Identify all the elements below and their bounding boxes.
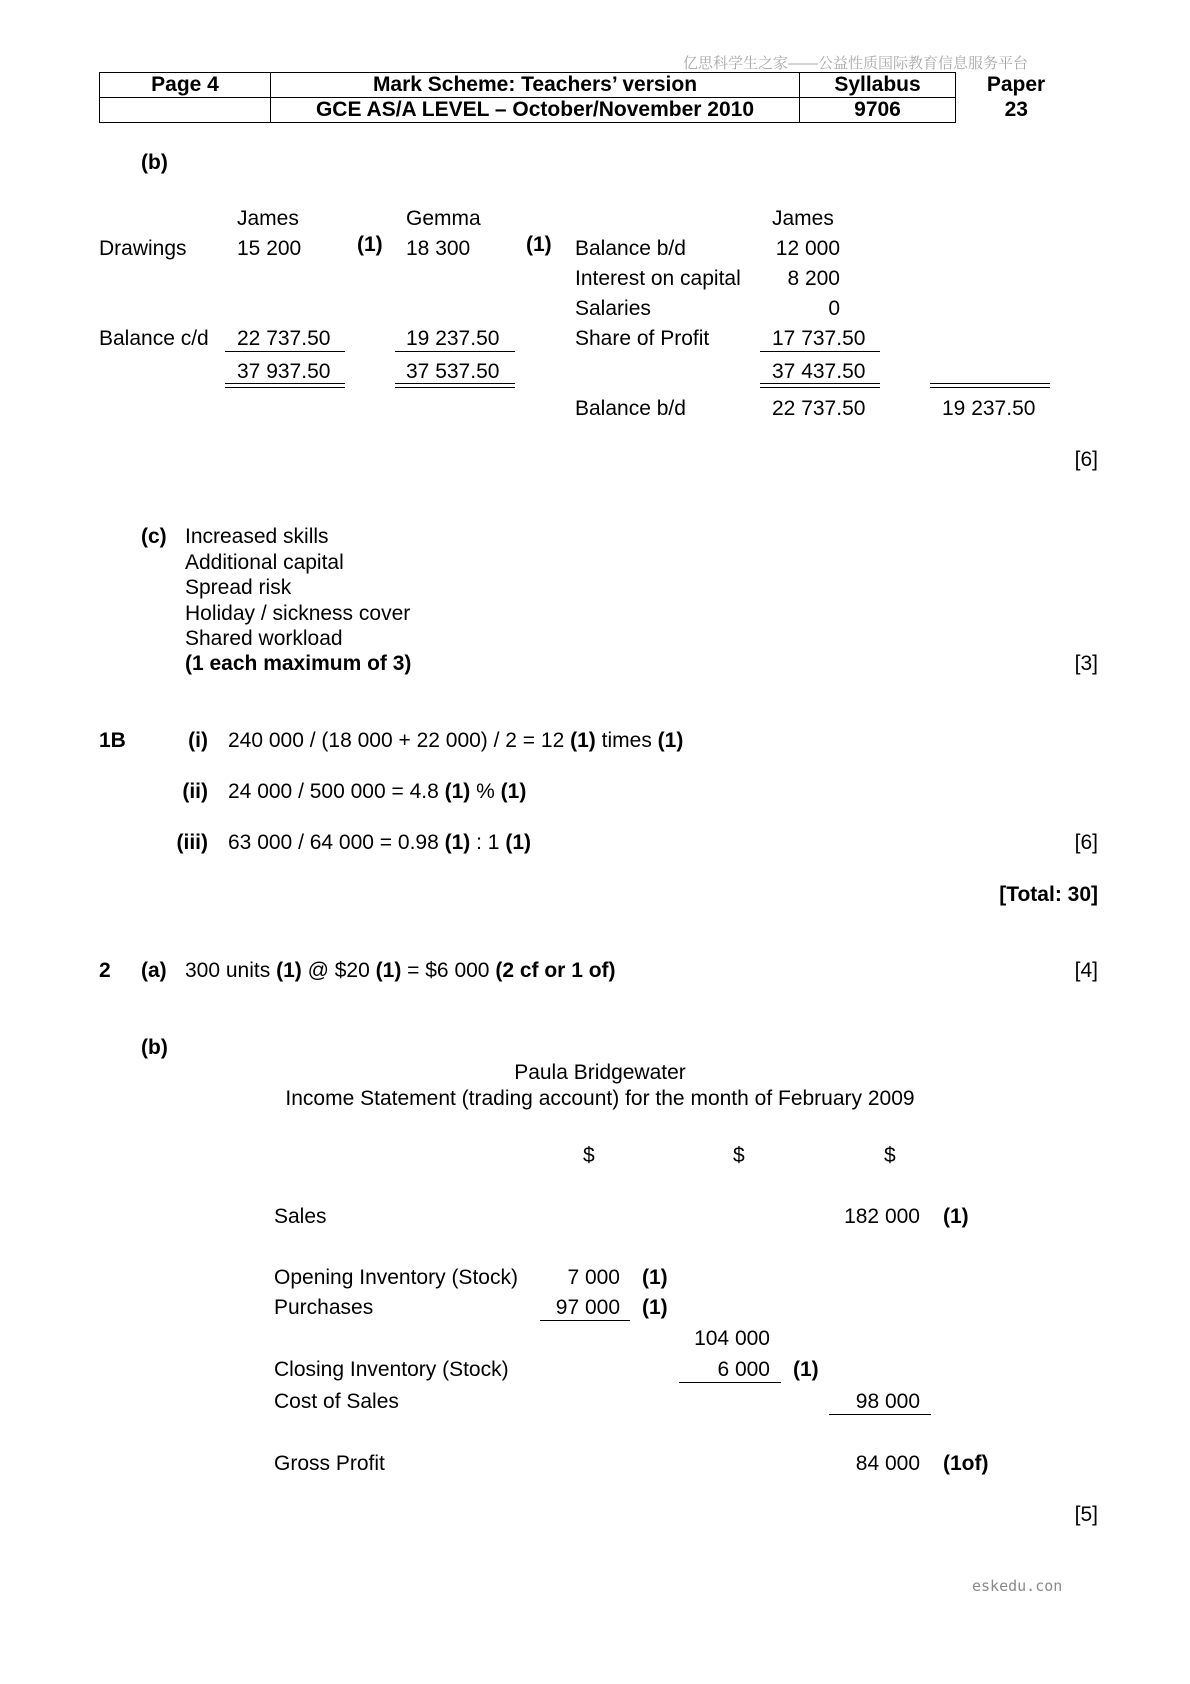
header-paper-label: Paper: [986, 73, 1046, 96]
q2b-statement-title: Income Statement (trading account) for the month of February 2009: [285, 1087, 915, 1110]
drawings-james-mark: (1): [357, 233, 383, 256]
cost-of-sales-value: 98 000: [855, 1390, 920, 1413]
part-b-label: (b): [141, 151, 168, 174]
q1b-iii-mark1: (1): [444, 831, 471, 854]
q1b-label: 1B: [99, 729, 126, 752]
q1b-i-line: [228, 729, 683, 753]
q2a-line: [185, 959, 616, 983]
q1b-ii-line: [228, 780, 526, 804]
sales-mark: (1): [943, 1205, 969, 1228]
col-gemma-header: Gemma: [406, 207, 481, 230]
q2-label: 2: [99, 959, 111, 982]
drawings-james: 15 200: [237, 237, 302, 260]
q1b-iii-mark2: (1): [505, 831, 532, 854]
q1-total: [Total: 30]: [999, 883, 1098, 906]
q2b-marks: [5]: [1074, 1503, 1098, 1526]
header-paper-value: 23: [1004, 98, 1028, 121]
opening-inventory-label: Opening Inventory (Stock): [274, 1266, 518, 1289]
double-underline-right-gemma: [930, 383, 1050, 388]
q1b-iii-text2: : 1: [476, 831, 500, 854]
balance-bd-james: 12 000: [775, 237, 840, 260]
purchases-label: Purchases: [274, 1296, 374, 1319]
q1b-iii-line: [228, 831, 531, 855]
share-profit-label: Share of Profit: [575, 327, 710, 350]
balance-bd2-gemma: 19 237.50: [942, 397, 1036, 420]
col-james-header: James: [237, 207, 299, 230]
subtotal-value: 104 000: [694, 1327, 770, 1350]
q1b-marks: [6]: [1074, 831, 1098, 854]
drawings-gemma: 18 300: [406, 237, 471, 260]
share-profit-james: 17 737.50: [772, 327, 866, 350]
salaries-james: 0: [828, 297, 840, 320]
q1b-iii-text: 63 000 / 64 000 = 0.98: [228, 831, 439, 854]
q1b-i-mark2: (1): [657, 729, 684, 752]
opening-inventory-mark: (1): [642, 1266, 668, 1289]
interest-james: 8 200: [787, 267, 840, 290]
header-page: Page 4: [100, 73, 271, 98]
gross-profit-mark: (1of): [943, 1452, 989, 1475]
balance-bd-label: Balance b/d: [575, 237, 686, 260]
double-underline-james: [225, 383, 345, 388]
double-underline-gemma: [395, 383, 515, 388]
col-james-right-header: James: [772, 207, 834, 230]
q2b-label: (b): [141, 1036, 168, 1059]
q1b-i-text2: times: [601, 729, 652, 752]
q1b-i-mark1: (1): [570, 729, 596, 752]
underline-share-james: [760, 351, 880, 352]
part-c-note: (1 each maximum of 3): [185, 652, 412, 675]
header-table: [99, 72, 1077, 123]
purchases-value: 97 000: [555, 1296, 620, 1319]
opening-inventory-value: 7 000: [567, 1266, 620, 1289]
total-gemma: 37 537.50: [406, 360, 500, 383]
q1b-ii-text2: %: [476, 780, 495, 803]
footer-watermark: eskedu.con: [972, 1577, 1063, 1595]
part-c-marks: [3]: [1074, 652, 1098, 675]
q2a-mark3: (2 cf or 1 of): [495, 959, 616, 982]
balance-cd-james: 22 737.50: [237, 327, 331, 350]
closing-inventory-label: Closing Inventory (Stock): [274, 1358, 509, 1381]
closing-inventory-value: 6 000: [717, 1358, 770, 1381]
q1b-i-label: (i): [188, 729, 208, 752]
balance-cd-gemma: 19 237.50: [406, 327, 500, 350]
currency-col2: $: [733, 1144, 745, 1167]
q2a-marks: [4]: [1074, 959, 1098, 982]
header-title: Mark Scheme: Teachers’ version: [271, 73, 800, 98]
q1b-iii-label: (iii): [176, 831, 208, 854]
interest-label: Interest on capital: [575, 267, 741, 290]
part-b-marks: [6]: [1074, 448, 1098, 471]
balance-bd2-label: Balance b/d: [575, 397, 686, 420]
header-syllabus-label: Syllabus: [800, 73, 956, 98]
q1b-ii-mark2: (1): [500, 780, 527, 803]
currency-col1: $: [583, 1144, 595, 1167]
q2a-text3: = $6 000: [407, 959, 490, 982]
closing-inventory-mark: (1): [793, 1358, 819, 1381]
watermark-text: 亿思科学生之家——公益性质国际教育信息服务平台: [683, 55, 1029, 72]
header-subtitle: GCE AS/A LEVEL – October/November 2010: [271, 98, 800, 123]
balance-cd-label: Balance c/d: [99, 327, 209, 350]
currency-col3: $: [884, 1144, 896, 1167]
q2a-text2: @ $20: [307, 959, 370, 982]
part-c-label: (c): [141, 525, 167, 548]
part-c-item: Increased skills: [185, 525, 329, 548]
part-c-item: Spread risk: [185, 576, 292, 599]
purchases-mark: (1): [642, 1296, 668, 1319]
double-underline-right-james: [760, 383, 880, 388]
part-c-item: Additional capital: [185, 551, 344, 574]
total-right-james: 37 437.50: [772, 360, 866, 383]
underline-balance-cd-james: [225, 351, 345, 352]
q1b-i-text: 240 000 / (18 000 + 22 000) / 2 = 12: [228, 729, 565, 752]
part-c-item: Shared workload: [185, 627, 343, 650]
cost-of-sales-label: Cost of Sales: [274, 1390, 399, 1413]
underline-cost-of-sales: [829, 1414, 931, 1415]
q1b-ii-mark1: (1): [444, 780, 471, 803]
q1b-ii-text: 24 000 / 500 000 = 4.8: [228, 780, 439, 803]
sales-value: 182 000: [844, 1205, 920, 1228]
gross-profit-label: Gross Profit: [274, 1452, 385, 1475]
gross-profit-value: 84 000: [855, 1452, 920, 1475]
header-syllabus-value: 9706: [800, 98, 956, 123]
drawings-gemma-mark: (1): [526, 233, 552, 256]
q2b-business-name: Paula Bridgewater: [514, 1061, 686, 1084]
q2a-label: (a): [141, 959, 167, 982]
sales-label: Sales: [274, 1205, 327, 1228]
q1b-ii-label: (ii): [182, 780, 208, 803]
q2a-mark1: (1): [276, 959, 302, 982]
underline-closing-inventory: [679, 1382, 781, 1383]
balance-bd2-james: 22 737.50: [772, 397, 866, 420]
total-james: 37 937.50: [237, 360, 331, 383]
salaries-label: Salaries: [575, 297, 651, 320]
underline-purchases: [540, 1320, 630, 1321]
drawings-label: Drawings: [99, 237, 187, 260]
q2a-text1: 300 units: [185, 959, 271, 982]
header-empty-cell: [100, 98, 271, 123]
part-c-item: Holiday / sickness cover: [185, 602, 411, 625]
q2a-mark2: (1): [375, 959, 402, 982]
underline-balance-cd-gemma: [395, 351, 515, 352]
